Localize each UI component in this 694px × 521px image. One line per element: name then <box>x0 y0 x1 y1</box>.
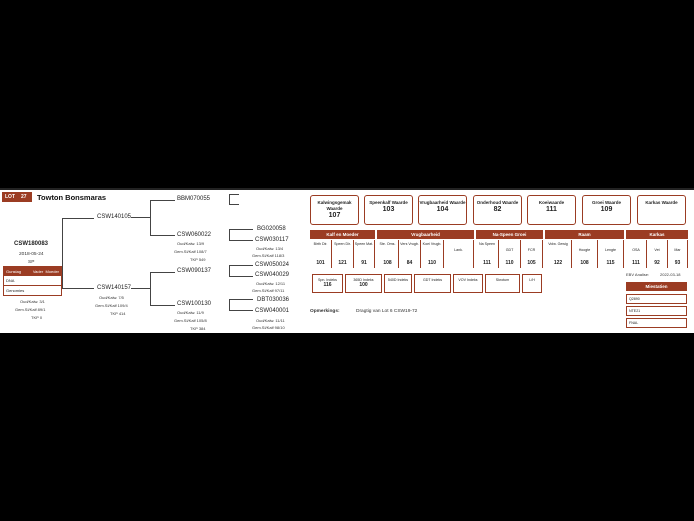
ebv-cell <box>310 240 332 268</box>
section-header: Karkas <box>626 230 688 239</box>
index-value: 116 <box>323 282 332 288</box>
value-box <box>364 195 413 225</box>
index-box <box>312 274 343 293</box>
ebv-value: 121 <box>338 260 347 266</box>
value-box <box>310 195 359 225</box>
ebv-value: 111 <box>632 260 640 266</box>
index-label: 540D Indeks <box>387 278 409 282</box>
ebv-label: OSA <box>632 248 640 252</box>
pedigree-line <box>229 240 253 241</box>
ebv-cell <box>499 240 521 268</box>
pedigree-line <box>150 305 175 306</box>
value-box <box>418 195 467 225</box>
animal-date: 2018-05-24 <box>19 252 44 257</box>
ebv-value: 115 <box>606 260 615 266</box>
ebv-cell <box>377 240 399 268</box>
ancestor-stat: Oud/Kalw. 11/11 <box>256 318 285 323</box>
ebv-cell <box>668 240 688 268</box>
ebv-label: Birth Dir. <box>313 242 328 246</box>
value-box <box>527 195 576 225</box>
ebv-value: 93 <box>674 260 681 266</box>
ebv-label: Koei Vrugb. <box>422 242 442 246</box>
gtable-col3: Moeder <box>45 268 59 274</box>
section-header: Kalf en Moeder <box>310 230 375 239</box>
mietstatien-header: Miestatien <box>626 282 687 291</box>
section-header: Raam <box>545 230 624 239</box>
ebv-analysis-label: EBV Analise: <box>626 272 650 277</box>
sd-id: CSW060022 <box>177 232 212 238</box>
sd-stat: TKP 549 <box>190 257 206 262</box>
index-box <box>485 274 520 293</box>
index-box <box>384 274 412 293</box>
ebv-label: Volw. Gewig <box>548 242 568 246</box>
ebv-value: 105 <box>527 260 536 266</box>
value-number <box>638 206 685 213</box>
ancestor-stat: Oud/Kalw. 13/4 <box>256 246 284 251</box>
value-number: 82 <box>493 206 502 213</box>
pedigree-line <box>229 299 253 300</box>
ebv-cell <box>626 240 647 268</box>
index-label: GDT Indeks <box>422 278 443 282</box>
ebv-cell <box>354 240 375 268</box>
animal-sex: SP <box>28 260 35 265</box>
section-header: Na-Speen Groei <box>476 230 543 239</box>
ebv-value: 101 <box>316 260 325 266</box>
ebv-value: 108 <box>383 260 392 266</box>
pedigree-line <box>62 288 94 289</box>
top-divider <box>0 188 694 190</box>
index-value: 100 <box>359 282 368 288</box>
dd-stat: Gem.SI/Kalf 105/8 <box>174 318 207 323</box>
ebv-label: Vers Vrugb. <box>400 242 419 246</box>
mietstatien-row: NTE21 <box>626 306 687 316</box>
animal-id: CSW180083 <box>14 241 49 247</box>
gtable-row: DNA <box>4 275 61 285</box>
ebv-cell <box>647 240 668 268</box>
ancestor-id: DBT030036 <box>257 297 290 303</box>
index-label: Spn. Indeks <box>318 278 337 282</box>
value-number: 104 <box>436 206 449 213</box>
index-label: 365D Indeks <box>353 278 374 282</box>
ancestor-stat: Oud/Kalw. 12/11 <box>256 281 286 286</box>
ebv-label: Mar <box>674 248 681 252</box>
ebv-label: Lank. <box>454 248 463 252</box>
sd-stat: Oud/Kalw. 13/9 <box>177 241 205 246</box>
index-box <box>345 274 382 293</box>
pedigree-line <box>150 235 175 236</box>
ds-id: CSW090137 <box>177 268 212 274</box>
value-number: 111 <box>546 206 557 213</box>
ebv-value: 111 <box>483 260 491 266</box>
gtable-col2: Vader <box>32 268 44 274</box>
ebv-cell <box>521 240 543 268</box>
ss-id: BBM070055 <box>177 196 211 202</box>
auction-sheet <box>0 188 694 333</box>
ebv-label: Na Speen <box>479 242 495 246</box>
remarks-text: Dragtig van Lot 6 CSW19-72 <box>356 309 418 314</box>
value-label: Speenkalf Waarde <box>369 200 408 205</box>
dam-id: CSW140157 <box>97 285 132 291</box>
pedigree-line <box>229 276 253 277</box>
index-box <box>453 274 483 293</box>
animal-stat: Oud/Kalw. 3/1 <box>20 299 45 304</box>
sire-id: CSW140105 <box>97 214 132 220</box>
ebv-cell <box>421 240 444 268</box>
ebv-value: 110 <box>427 260 437 266</box>
value-number: 109 <box>600 206 613 213</box>
animal-stat: TKP 0 <box>31 315 43 320</box>
dd-stat: TKP 384 <box>190 326 206 331</box>
dam-stat: Oud/Kalw. 7/5 <box>99 295 124 300</box>
ebv-cell <box>444 240 474 268</box>
ebv-cell <box>399 240 421 268</box>
gtable-row: Genomies <box>4 285 61 295</box>
index-box <box>522 274 542 293</box>
ebv-cell <box>572 240 598 268</box>
ebv-value: 108 <box>580 260 589 266</box>
value-label: Vrugbaarheid Waarde <box>419 200 466 205</box>
ebv-cell <box>476 240 499 268</box>
ancestor-id: CSW040029 <box>255 272 290 278</box>
ebv-label: Hoogte <box>578 248 591 252</box>
ebv-label: Speen Dir. <box>334 242 351 246</box>
ebv-label: GDT <box>505 248 514 252</box>
pedigree-line <box>62 218 63 289</box>
ebv-label: FCR <box>527 248 536 252</box>
ancestor-id: CSW050024 <box>255 262 290 268</box>
value-number: 107 <box>328 212 341 219</box>
ebv-cell <box>598 240 624 268</box>
ebv-cell <box>545 240 572 268</box>
index-box <box>414 274 451 293</box>
gtable-col1: Gunstag <box>6 268 22 274</box>
pedigree-line <box>131 288 151 289</box>
pedigree-line <box>229 265 253 266</box>
lot-badge <box>2 192 32 202</box>
ebv-analysis-date: 2022-03-18 <box>660 272 681 277</box>
genomics-table <box>3 266 62 296</box>
ancestor-stat: Gem.SI/Kalf 97/11 <box>252 288 285 293</box>
remarks-label: Opmerkings: <box>310 309 340 314</box>
page-title: Towton Bonsmaras <box>37 193 107 202</box>
ebv-value: 110 <box>505 260 514 266</box>
pedigree-line <box>150 272 175 273</box>
mietstatien-row: Q2890 <box>626 294 687 304</box>
ebv-value: 92 <box>654 260 660 266</box>
ancestor-id: CSW040001 <box>255 308 290 314</box>
pedigree-line <box>62 218 94 219</box>
lot-number: 27 <box>21 194 27 200</box>
ebv-value: 84 <box>406 260 413 266</box>
sd-stat: Gem.SI/Kalf 108/7 <box>174 249 207 254</box>
animal-stat: Gem.SI/Kalf 89/1 <box>15 307 46 312</box>
ancestor-stat: Gem.SI/Kalf 118/3 <box>252 253 285 258</box>
ebv-label: Vet <box>654 248 660 252</box>
ebv-value: 122 <box>553 260 563 266</box>
ebv-label: Speen Mat. <box>354 242 374 246</box>
index-label: L/H <box>529 278 535 282</box>
ebv-value: 91 <box>361 260 367 266</box>
pedigree-line <box>229 204 239 205</box>
mietstatien-row: FNAL <box>626 318 687 328</box>
pedigree-line <box>229 229 253 230</box>
index-label: VOV Indeks <box>458 278 478 282</box>
dam-stat: TKP 414 <box>110 311 126 316</box>
value-label: Karkas Waarde <box>645 200 678 205</box>
ebv-label: Lengte <box>605 248 616 252</box>
value-number: 103 <box>382 206 395 213</box>
pedigree-line <box>150 200 175 201</box>
ebv-cell <box>332 240 354 268</box>
dam-stat: Gem.SI/Kalf 109/4 <box>95 303 128 308</box>
section-header: Vrugbaarheid <box>377 230 474 239</box>
value-label: Onderhoud Waarde <box>476 200 519 205</box>
pedigree-line <box>131 217 151 218</box>
lot-label: LOT <box>5 194 15 200</box>
value-label: Kalwingsgemak Waarde <box>317 200 352 211</box>
ancestor-stat: Gem.SI/Kalf 98/10 <box>252 325 285 330</box>
ebv-label: Ste. Oms. <box>379 242 396 246</box>
pedigree-line <box>229 194 239 195</box>
value-label: Groei Waarde <box>591 200 622 205</box>
value-box <box>473 195 522 225</box>
ancestor-id: BG020058 <box>257 226 286 232</box>
ancestor-id: CSW030117 <box>255 237 289 243</box>
pedigree-line <box>229 310 253 311</box>
dd-stat: Oud/Kalw. 11/9 <box>177 310 204 315</box>
index-label: Skrotum <box>495 278 510 282</box>
value-label: Koeiwaarde <box>538 200 565 205</box>
value-box <box>637 195 686 225</box>
value-box <box>582 195 631 225</box>
dd-id: CSW100130 <box>177 301 212 307</box>
